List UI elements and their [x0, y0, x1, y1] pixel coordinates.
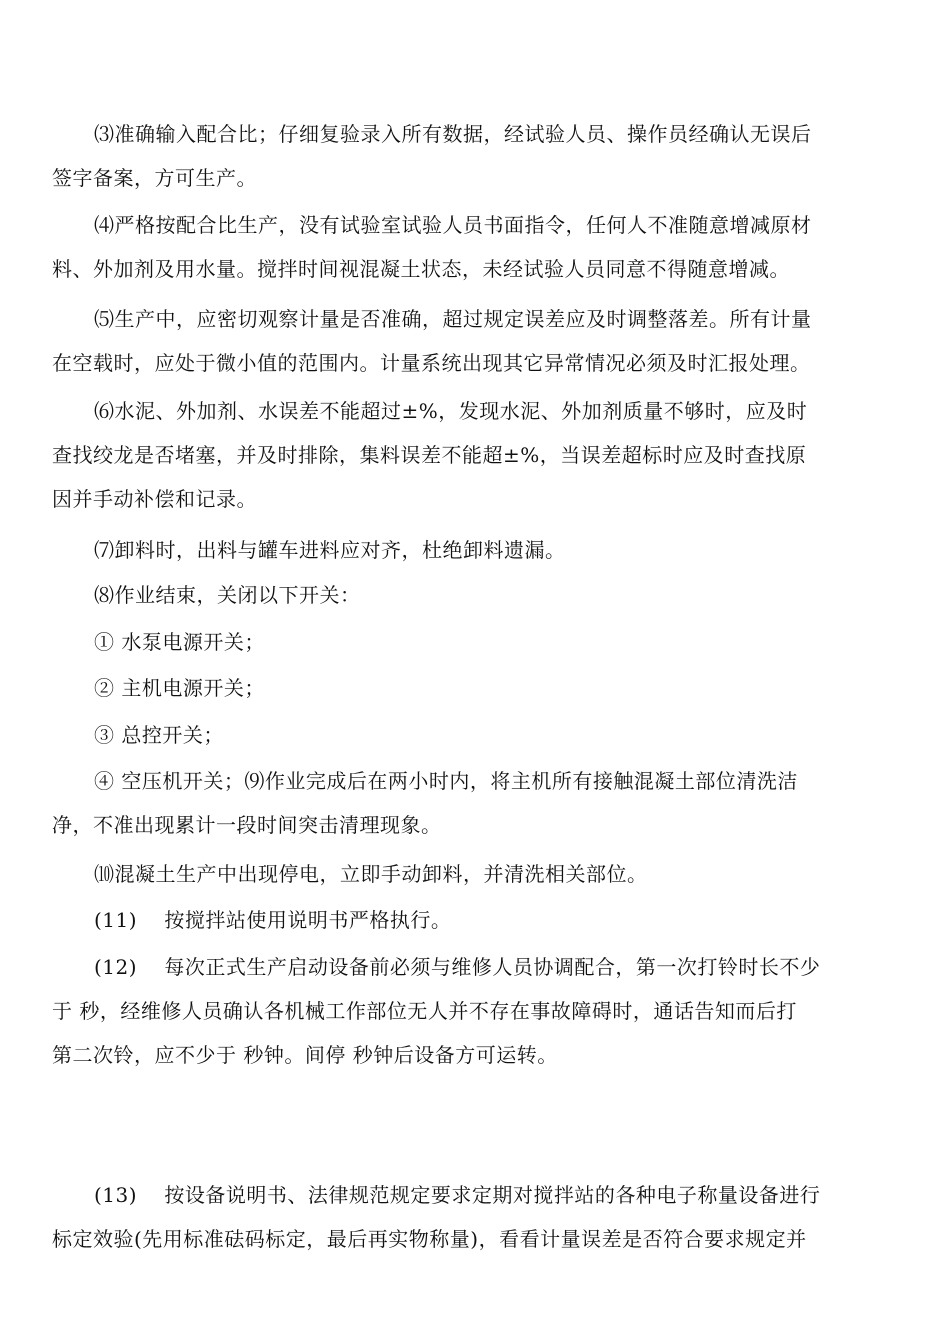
paragraph-12: [52, 945, 898, 1077]
text-line: ⑷严格按配合比生产，没有试验室试验人员书面指令，任何人不准随意增减原材: [94, 213, 812, 237]
paragraph-7: [52, 528, 898, 572]
paragraph-13: [52, 1173, 898, 1261]
text-line: (13) 按设备说明书、法律规范规定要求定期对搅拌站的各种电子称量设备进行: [94, 1183, 821, 1207]
text-line: ⑻作业结束，关闭以下开关：: [94, 583, 361, 607]
text-line: ⑸生产中，应密切观察计量是否准确，超过规定误差应及时调整落差。所有计量: [94, 307, 812, 331]
text-line: (12) 每次正式生产启动设备前必须与维修人员协调配合，第一次打铃时长不少: [94, 955, 821, 979]
switch-item-4: [52, 759, 898, 847]
text-line: ⑶准确输入配合比；仔细复验录入所有数据，经试验人员、操作员经确认无误后: [94, 122, 812, 146]
text-line: ④ 空压机开关；⑼作业完成后在两小时内，将主机所有接触混凝土部位清洗洁: [94, 769, 798, 793]
paragraph-8: [52, 573, 898, 617]
text-line: ⑽混凝土生产中出现停电，立即手动卸料，并清洗相关部位。: [94, 862, 648, 886]
paragraph-11: [52, 898, 898, 942]
text-line: 查找绞龙是否堵塞，并及时排除，集料误差不能超±%，当误差超标时应及时查找原: [52, 443, 807, 467]
text-line: ① 水泵电源开关；: [94, 630, 265, 654]
paragraph-10: [52, 852, 898, 896]
paragraph-6: [52, 389, 898, 521]
paragraph-4: [52, 203, 898, 291]
text-line: 因并手动补偿和记录。: [52, 487, 257, 511]
paragraph-3: [52, 112, 898, 200]
switch-item-1: [52, 620, 898, 664]
text-line: 净，不准出现累计一段时间突击清理现象。: [52, 813, 442, 837]
text-line: ⑹水泥、外加剂、水误差不能超过±%，发现水泥、外加剂质量不够时，应及时: [94, 399, 808, 423]
switch-item-3: [52, 713, 898, 757]
text-line: 签字备案，方可生产。: [52, 166, 257, 190]
text-line: 料、外加剂及用水量。搅拌时间视混凝土状态，未经试验人员同意不得随意增减。: [52, 257, 790, 281]
text-line: ③ 总控开关；: [94, 723, 224, 747]
text-line: 于 秒，经维修人员确认各机械工作部位无人并不存在事故障碍时，通话告知而后打: [52, 999, 797, 1023]
text-line: 第二次铃，应不少于 秒钟。间停 秒钟后设备方可运转。: [52, 1043, 558, 1067]
paragraph-5: [52, 297, 898, 385]
text-line: (11) 按搅拌站使用说明书严格执行。: [94, 908, 452, 932]
text-line: 在空载时，应处于微小值的范围内。计量系统出现其它异常情况必须及时汇报处理。: [52, 351, 811, 375]
text-line: 标定效验(先用标准砝码标定，最后再实物称量)，看看计量误差是否符合要求规定并: [52, 1227, 807, 1251]
text-line: ⑺卸料时，出料与罐车进料应对齐，杜绝卸料遗漏。: [94, 538, 566, 562]
text-line: ② 主机电源开关；: [94, 676, 265, 700]
switch-item-2: [52, 666, 898, 710]
